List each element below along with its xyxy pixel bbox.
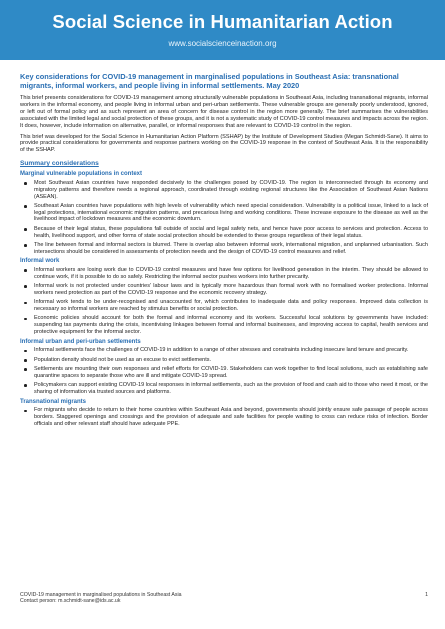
bullet-icon (24, 384, 27, 387)
site-url[interactable]: www.socialscienceinaction.org (168, 39, 277, 48)
intro-paragraph: This brief was developed for the Social Science in Humanitarian Action Platform (SSHAP) by the Institute of Development Studies (Megan Schmidt-Sane). It aims to provide practical considerations for governments and response partners working on the COVID-19 response in the context of Southeast Asia. It is the responsibility of the SSHAP. (20, 133, 428, 154)
section-heading: Informal work (20, 258, 60, 265)
list-item-text: Informal work tends to be under-recognised and unaccounted for, which contributes to inadequate data and policy responses. Improved data collection is necessary so informal workers are reached by stimulus benefits or social protection. (34, 299, 428, 313)
page-footer (20, 592, 428, 605)
document-body (20, 72, 428, 430)
bullet-icon (24, 368, 27, 371)
bullet-icon (24, 269, 27, 272)
list-item-text: Most Southeast Asian countries have responded decisively to the challenges posed by COVID-19. The region is interconnected through its economy and migratory patterns and therefore needs a regional approach, coordinated through existing regional structures like the Association of Southeast Asian Nations (ASEAN). (34, 179, 428, 200)
list-item (20, 267, 428, 281)
list-item (20, 299, 428, 313)
list-item-text: For migrants who decide to return to their home countries within Southeast Asia and beyond, governments should jointly ensure safe passage of people across borders. Staggered openings and crossings and the provision of adequate and safe facilities for people waiting to cross can reduce risks of infection. Border officials and other relevant staff should have adequate PPE. (34, 407, 428, 427)
footer-title: COVID-19 management in marginalised populations in Southeast Asia (20, 592, 182, 598)
list-item (20, 315, 428, 336)
intro-paragraph: This brief presents considerations for COVID-19 management among structurally vulnerable populations in Southeast Asia, including transnational migrants, informal workers in the informal economy, and people living in informal urban and peri-urban settlements. These vulnerable groups are generally poorly understood, ignored, or left out of formal policy and as such represent an area of concern for disease control in the region more generally. The brief summarises the vulnerabilities associated with the limited legal and social protection of these groups, and it is not a systematic study of COVID-19 control measures and impacts across the region. It does, however, include information on alternative, parallel, or informal responses that are relevant to COVID-19 control in the region. (20, 95, 428, 129)
list-item-text: The line between formal and informal sectors is blurred. There is overlap also between informal work, international migration, and unplanned urbanisation. Such intersections should be considered in assessments of protection needs and the design of COVID-19 control measures and relief. (34, 241, 428, 255)
footer-contact: Contact person: m.schmidt-sane@ids.ac.uk (20, 598, 121, 605)
header-banner (0, 0, 445, 60)
list-item-text: Population density should not be used as an excuse to evict settlements. (34, 356, 212, 363)
list-item (20, 283, 428, 297)
bullet-icon (24, 182, 27, 185)
bullet-icon (24, 359, 27, 362)
bullet-list (20, 407, 428, 428)
bullet-list (20, 180, 428, 256)
bullet-icon (24, 302, 27, 305)
bullet-icon (24, 205, 27, 208)
list-item-text: Economic policies should account for both the formal and informal economy and its workers. Successful local solutions by governments have included: suspending tax payments during the crisis, incentivising linkages between formal and informal businesses, and improving access to capital, health services and protective equipment for the informal sector. (34, 315, 428, 335)
list-item-text: Because of their legal status, these populations fall outside of social and legal safety nets, and hence have poor access to services and protection. Access to health, livelihood support, and other forms of state social protection should be extended to these groups regardless of their legal status. (34, 225, 428, 239)
section-heading: Informal urban and peri-urban settlements (20, 338, 141, 345)
bullet-icon (24, 410, 27, 413)
list-item (20, 382, 428, 396)
list-item (20, 203, 428, 224)
list-item-text: Southeast Asian countries have populations with high levels of vulnerability which need special consideration. Vulnerability is a political issue, linked to a lack of legal protections, international economic migration patterns, and precarious living and working conditions. These increase exposure to the disease as well as the livelihood impact of lockdown measures and the economic downturn. (34, 202, 428, 223)
list-item-text: Informal work is not protected under countries' labour laws and is typically more hazardous than formal work with no formalised worker protections. Informal workers need protection as part of the COVID-19 response and the economic recovery strategy. (34, 283, 428, 296)
list-item (20, 180, 428, 201)
list-item-text: Informal workers are losing work due to COVID-19 control measures and have few options for livelihood generation in the interim. They should be allowed to continue work, if it is possible to do so safely. Restricting the informal sector pushes workers into further precarity. (34, 267, 428, 280)
bullet-icon (24, 350, 27, 353)
list-item-text: Informal settlements face the challenges of COVID-19 in addition to a range of other stresses and constraints including insecure land tenure and precarity. (34, 347, 409, 354)
list-item-text: Settlements are mounting their own responses and relief efforts for COVID-19. Stakeholders can work together to find local solutions, such as establishing safe quarantine spaces to separate those who are ill and mitigate COVID-19 spread. (34, 365, 428, 379)
bullet-icon (24, 244, 27, 247)
list-item (20, 366, 428, 380)
list-item (20, 407, 428, 428)
list-item (20, 347, 428, 354)
bullet-list (20, 267, 428, 336)
page-number: 1 (425, 592, 428, 598)
section-heading: Transnational migrants (20, 398, 87, 405)
document-title: Key considerations for COVID-19 management in marginalised populations in Southeast Asia: transnational migrants, informal workers, and people living in informal settlements. May 2020 (20, 72, 399, 90)
bullet-icon (24, 318, 27, 321)
list-item-text: Policymakers can support existing COVID-19 local responses in informal settlements, such as the provision of food and cash aid to those who need it most, or the sharing of information via trusted sources and platforms. (34, 381, 428, 395)
bullet-icon (24, 228, 27, 231)
bullet-icon (24, 285, 27, 288)
list-item (20, 226, 428, 240)
section-heading: Marginal vulnerable populations in context (20, 171, 143, 178)
bullet-list (20, 347, 428, 395)
site-title: Social Science in Humanitarian Action (52, 11, 393, 32)
list-item (20, 242, 428, 256)
summary-heading: Summary considerations (20, 160, 99, 168)
list-item (20, 357, 428, 364)
